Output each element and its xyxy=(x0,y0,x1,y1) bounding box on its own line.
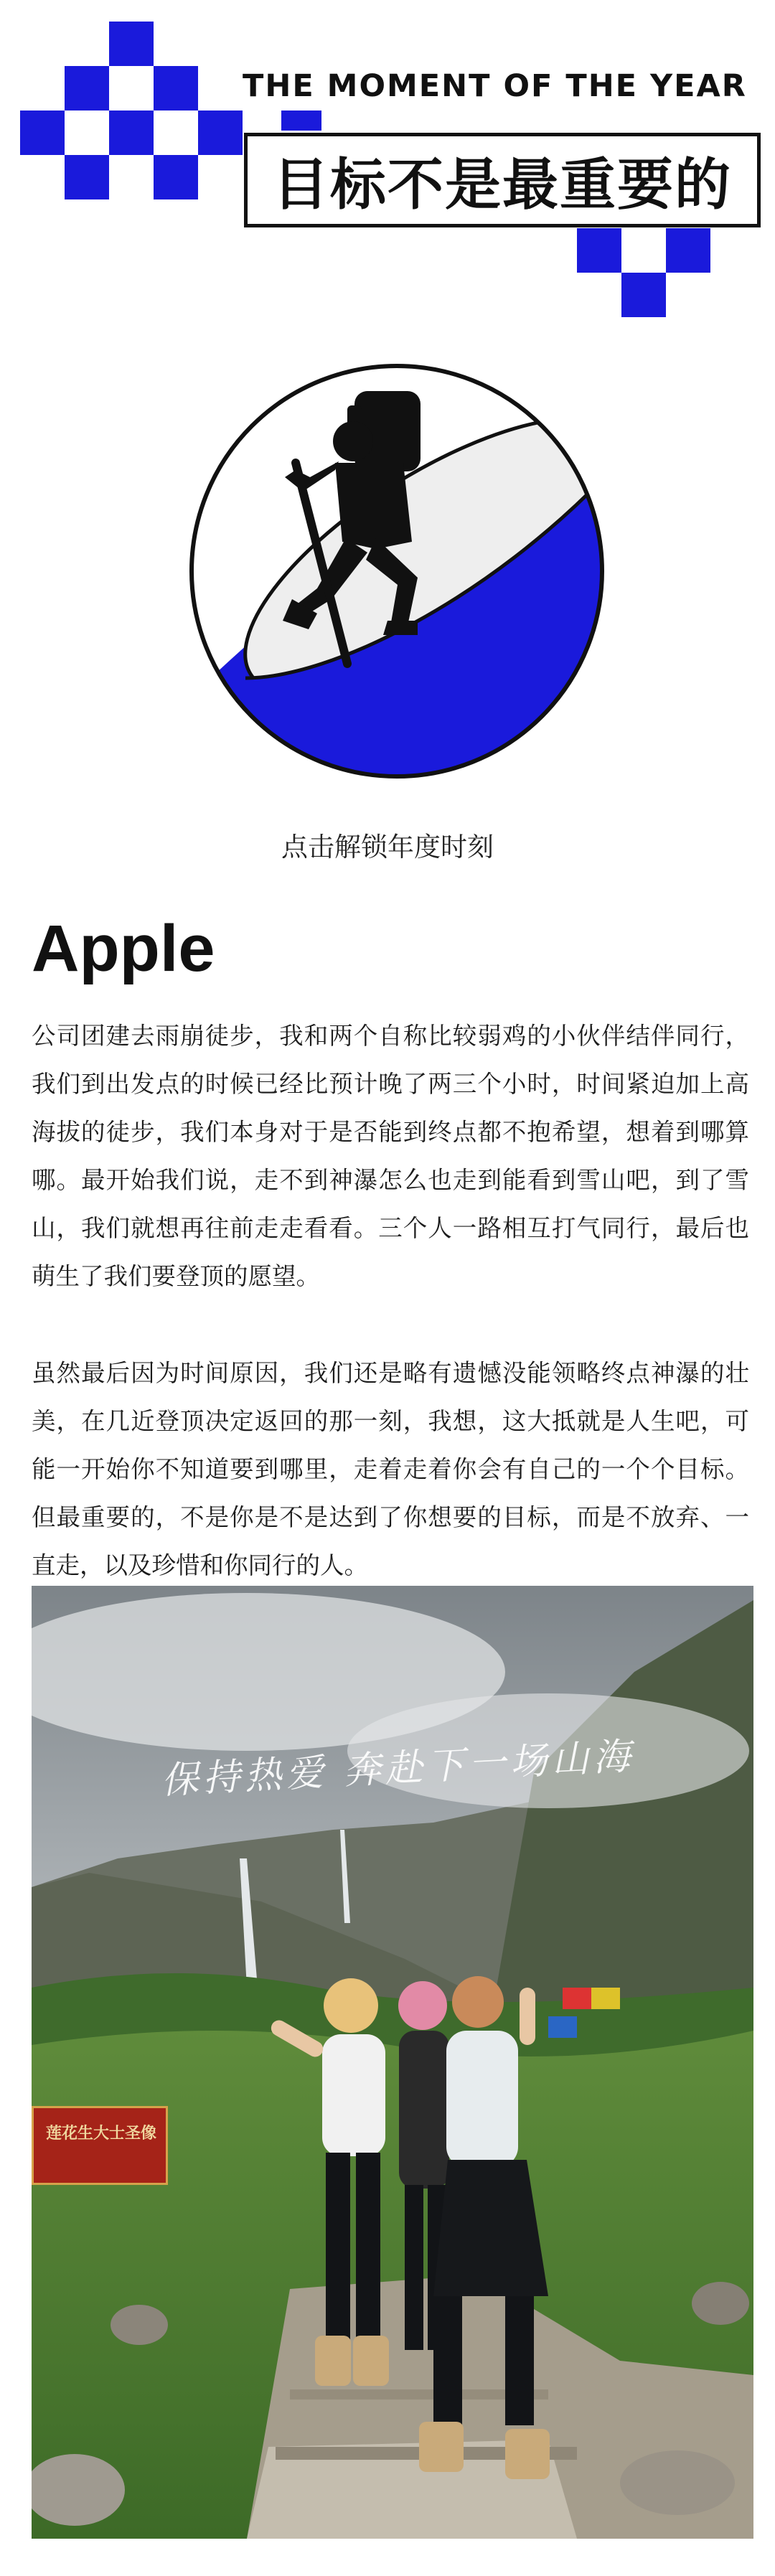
page-title: 目标不是最重要的 xyxy=(272,153,732,217)
pixel-block xyxy=(65,66,109,111)
unlock-label[interactable]: 点击解锁年度时刻 xyxy=(281,832,494,862)
pixel-block xyxy=(65,155,109,199)
pixel-block xyxy=(154,66,198,111)
pixel-block xyxy=(621,273,666,317)
group-photo xyxy=(32,1586,753,2539)
article-heading: Apple xyxy=(32,912,215,985)
eyebrow-text: THE MOMENT OF THE YEAR xyxy=(243,68,747,104)
pixel-block xyxy=(577,228,621,273)
article-paragraph: 公司团建去雨崩徒步，我和两个自称比较弱鸡的小伙伴结伴同行，我们到出发点的时候已经比预计晚了两三个小时，时间紧迫加上高海拔的徒步，我们本身对于是否能到终点都不抱希望，想着到哪算哪。最开始我们说，走不到神瀑怎么也走到能看到雪山吧，到了雪山，我们就想再往前走走看看。三个人一路相互打气同行，最后也萌生了我们要登顶的愿望。 xyxy=(32,1022,749,1290)
article-paragraph: 虽然最后因为时间原因，我们还是略有遗憾没能领略终点神瀑的壮美，在几近登顶决定返回的那一刻，我想，这大抵就是人生吧，可能一开始你不知道要到哪里，走着走着你会有自己的一个个目标。但最重要的，不是你是不是达到了你想要的目标，而是不放弃、一直走，以及珍惜和你同行的人。 xyxy=(32,1359,749,1579)
photo-scene xyxy=(32,1586,753,2539)
header-banner xyxy=(0,0,775,330)
pixel-block xyxy=(20,111,65,155)
photo-caption: 保持热爱 奔赴下一场山海 xyxy=(160,1734,636,1803)
sign-text: 莲花生大士圣像 xyxy=(45,2125,156,2143)
pixel-block xyxy=(109,111,154,155)
unlock-emblem[interactable] xyxy=(188,362,606,780)
pixel-block xyxy=(666,228,710,273)
title-box xyxy=(244,133,761,227)
hiker-icon xyxy=(188,362,606,780)
pixel-block xyxy=(198,111,243,155)
pixel-block xyxy=(281,111,321,131)
temple-sign xyxy=(32,2106,168,2185)
pixel-block xyxy=(109,22,154,66)
pixel-block xyxy=(154,155,198,199)
